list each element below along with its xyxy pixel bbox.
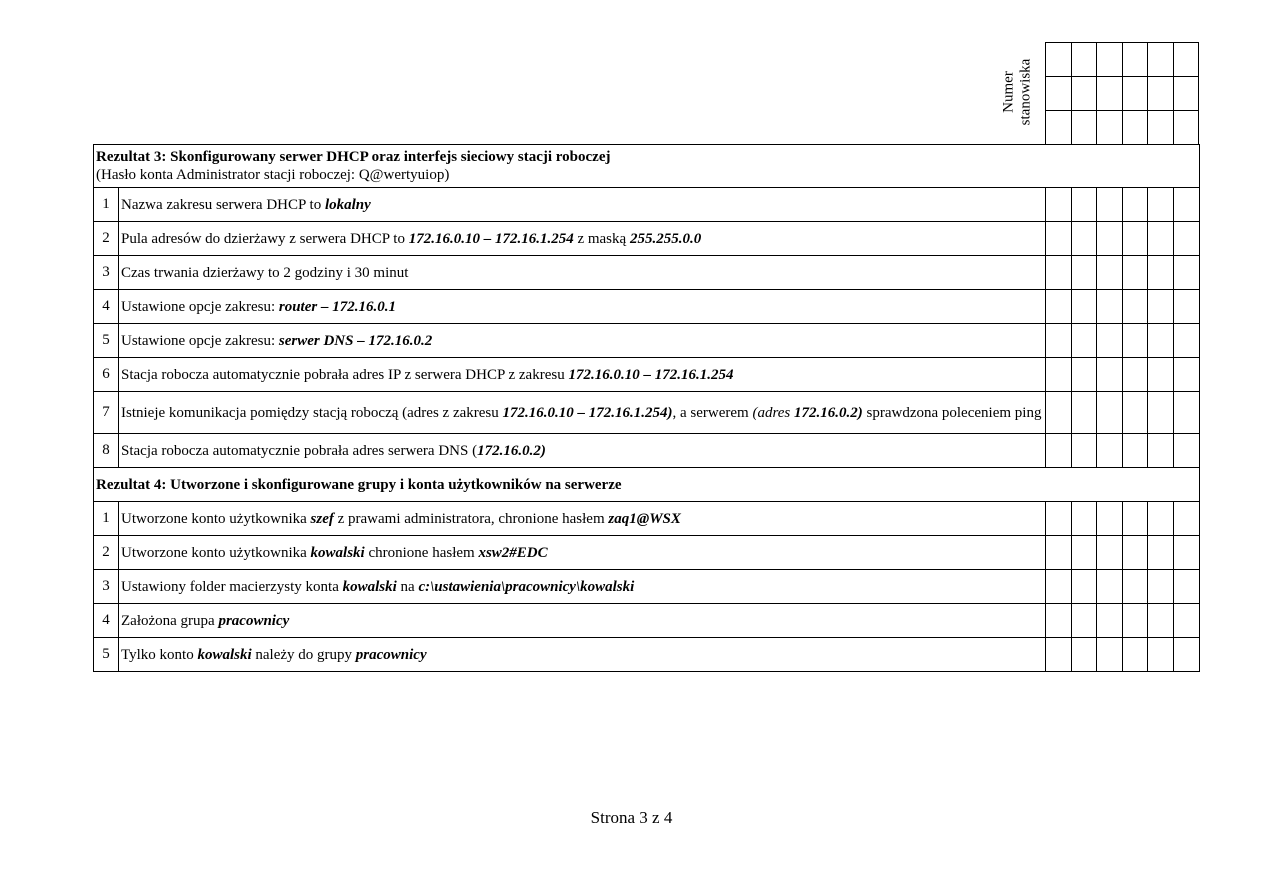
row-number: 4	[94, 604, 119, 638]
row-description: Czas trwania dzierżawy to 2 godziny i 30 minut	[119, 256, 1046, 290]
table-row	[94, 570, 1200, 604]
workstation-label-line1: Numer	[1000, 71, 1017, 113]
row-description: Stacja robocza automatycznie pobrała adres IP z serwera DHCP z zakresu 172.16.0.10 – 172.16.1.254	[119, 358, 1046, 392]
row-description: Pula adresów do dzierżawy z serwera DHCP to 172.16.0.10 – 172.16.1.254 z maską 255.255.0.0	[119, 222, 1046, 256]
row-number: 5	[94, 324, 119, 358]
row-description: Nazwa zakresu serwera DHCP to lokalny	[119, 188, 1046, 222]
table-row	[94, 536, 1200, 570]
row-number: 2	[94, 536, 119, 570]
evaluation-table	[93, 144, 1200, 672]
page-number: Strona 3 z 4	[590, 808, 673, 827]
row-number: 6	[94, 358, 119, 392]
table-row	[94, 290, 1200, 324]
row-number: 2	[94, 222, 119, 256]
table-row	[94, 604, 1200, 638]
row-number: 8	[94, 434, 119, 468]
workstation-number-grid	[1045, 42, 1199, 145]
table-row	[94, 324, 1200, 358]
section3-subtitle: (Hasło konta Administrator stacji roboczej: Q@wertyuiop)	[96, 167, 450, 183]
row-description: Ustawione opcje zakresu: router – 172.16.0.1	[119, 290, 1046, 324]
row-number: 7	[94, 392, 119, 434]
row-number: 1	[94, 502, 119, 536]
row-description: Ustawiony folder macierzysty konta kowalski na c:\ustawienia\pracownicy\kowalski	[119, 570, 1046, 604]
row-description: Utworzone konto użytkownika szef z prawami administratora, chronione hasłem zaq1@WSX	[119, 502, 1046, 536]
row-number: 3	[94, 570, 119, 604]
workstation-number-label	[993, 44, 1041, 140]
section4-header	[94, 468, 1200, 502]
row-description: Ustawione opcje zakresu: serwer DNS – 172.16.0.2	[119, 324, 1046, 358]
table-row	[94, 434, 1200, 468]
row-description: Utworzone konto użytkownika kowalski chronione hasłem xsw2#EDC	[119, 536, 1046, 570]
table-row	[94, 358, 1200, 392]
row-description: Tylko konto kowalski należy do grupy pracownicy	[119, 638, 1046, 672]
table-row	[94, 502, 1200, 536]
table-row	[94, 256, 1200, 290]
section3-title: Rezultat 3: Skonfigurowany serwer DHCP oraz interfejs sieciowy stacji roboczej	[96, 149, 611, 165]
row-number: 5	[94, 638, 119, 672]
row-description: Założona grupa pracownicy	[119, 604, 1046, 638]
table-row	[94, 638, 1200, 672]
row-description: Istnieje komunikacja pomiędzy stacją roboczą (adres z zakresu 172.16.0.10 – 172.16.1.254), a serwerem (adres 172.16.0.2) sprawdzona poleceniem ping	[119, 392, 1046, 434]
table-row	[94, 392, 1200, 434]
row-number: 4	[94, 290, 119, 324]
row-number: 3	[94, 256, 119, 290]
row-description: Stacja robocza automatycznie pobrała adres serwera DNS (172.16.0.2)	[119, 434, 1046, 468]
section4-title: Rezultat 4: Utworzone i skonfigurowane grupy i konta użytkowników na serwerze	[94, 468, 1200, 502]
workstation-label-line2: stanowiska	[1017, 58, 1034, 126]
row-number: 1	[94, 188, 119, 222]
table-row	[94, 188, 1200, 222]
section3-header	[94, 145, 1200, 188]
table-row	[94, 222, 1200, 256]
